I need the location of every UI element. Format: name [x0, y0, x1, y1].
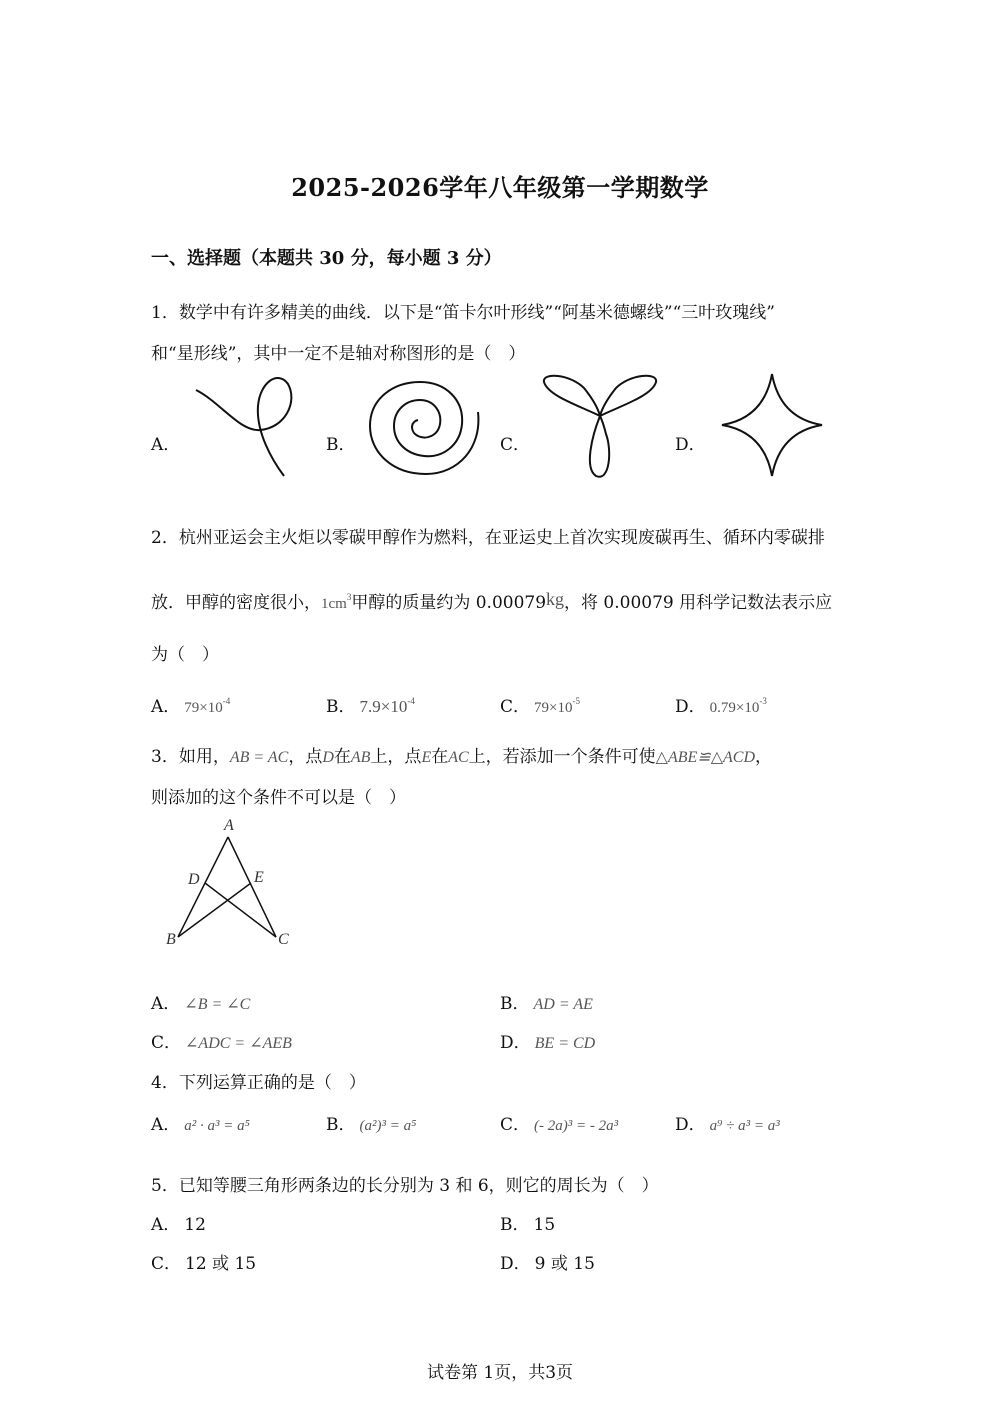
q4-option-a: A． a² · a³ = a⁵	[151, 1115, 250, 1135]
q4-option-b: B． (a²)³ = a⁵	[326, 1115, 417, 1135]
q3-option-a: A． ∠B = ∠C	[151, 994, 251, 1014]
q2-line2-part3: ，将 0.00079 用科学记数法表示应	[564, 593, 833, 613]
q3-option-d: D． BE = CD	[500, 1033, 596, 1053]
q3-option-c: C． ∠ADC = ∠AEB	[151, 1033, 292, 1053]
q2-volume-math: $1cm^3$	[321, 592, 352, 612]
q1-line1: 1．数学中有许多精美的曲线．以下是“笛卡尔叶形线”“阿基米德螺线”“三叶玫瑰线”	[151, 303, 775, 323]
q5-option-b: B． 15	[500, 1215, 556, 1235]
page-footer: 试卷第 1页，共3页	[426, 1363, 574, 1383]
q1-line2: 和“星形线”，其中一定不是轴对称图形的是（ ）	[151, 344, 526, 364]
q2-line3: 为（ ）	[151, 645, 219, 665]
q2-line1: 2．杭州亚运会主火炬以零碳甲醇作为燃料，在亚运史上首次实现废碳再生、循环内零碳排	[151, 528, 825, 548]
q2-line2	[151, 588, 832, 613]
q2-option-b: B． $7.9\times 10^{-4}$	[326, 696, 415, 717]
q1-option-a-label: A．	[151, 435, 181, 455]
q5-option-c: C． 12 或 15	[151, 1254, 257, 1274]
q5-option-a: A． 12	[151, 1215, 206, 1235]
three-leaf-rose-figure	[540, 372, 660, 480]
point-a-label: A	[224, 817, 234, 834]
q4-option-c: C． (- 2a)³ = - 2a³	[500, 1115, 619, 1135]
q1-option-b-label: B．	[326, 435, 356, 455]
q2-unit-math: kg	[546, 589, 565, 609]
q2-option-a: A． $79\times 10^{-4}$	[151, 696, 231, 717]
q5-option-d: D． 9 或 15	[500, 1254, 595, 1274]
astroid-figure	[718, 372, 826, 478]
q1-option-c-label: C．	[500, 435, 531, 455]
section-heading: 一、选择题（本题共 30 分，每小题 3 分）	[151, 248, 502, 269]
triangle-figure	[160, 815, 310, 955]
point-b-label: B	[166, 931, 176, 948]
q2-line2-part2: 甲醇的质量约为 0.00079	[351, 593, 547, 613]
q4-option-d: D． a⁹ ÷ a³ = a³	[675, 1115, 780, 1135]
q2-option-d: D． $0.79\times 10^{-3}$	[675, 696, 767, 717]
page-title: 2025-2026学年八年级第一学期数学	[291, 173, 709, 202]
q4-line1: 4．下列运算正确的是（ ）	[151, 1073, 366, 1093]
q3-line1: 3．如用，AB = AC，点D在AB上，点E在AC上，若添加一个条件可使△ABE≌△ACD，	[151, 747, 773, 767]
q3-option-b: B． AD = AE	[500, 994, 593, 1014]
q3-line2: 则添加的这个条件不可以是（ ）	[151, 788, 406, 808]
point-d-label: D	[188, 871, 200, 888]
q1-option-d-label: D．	[675, 435, 706, 455]
archimedean-spiral-figure	[366, 378, 484, 480]
point-c-label: C	[278, 931, 289, 948]
q2-option-c: C． $79\times 10^{-5}$	[500, 696, 580, 717]
folium-curve-figure	[190, 372, 300, 480]
q5-line1: 5．已知等腰三角形两条边的长分别为 3 和 6，则它的周长为（ ）	[151, 1176, 659, 1196]
q2-line2-part1: 放．甲醇的密度很小，	[151, 593, 321, 613]
point-e-label: E	[254, 869, 264, 886]
